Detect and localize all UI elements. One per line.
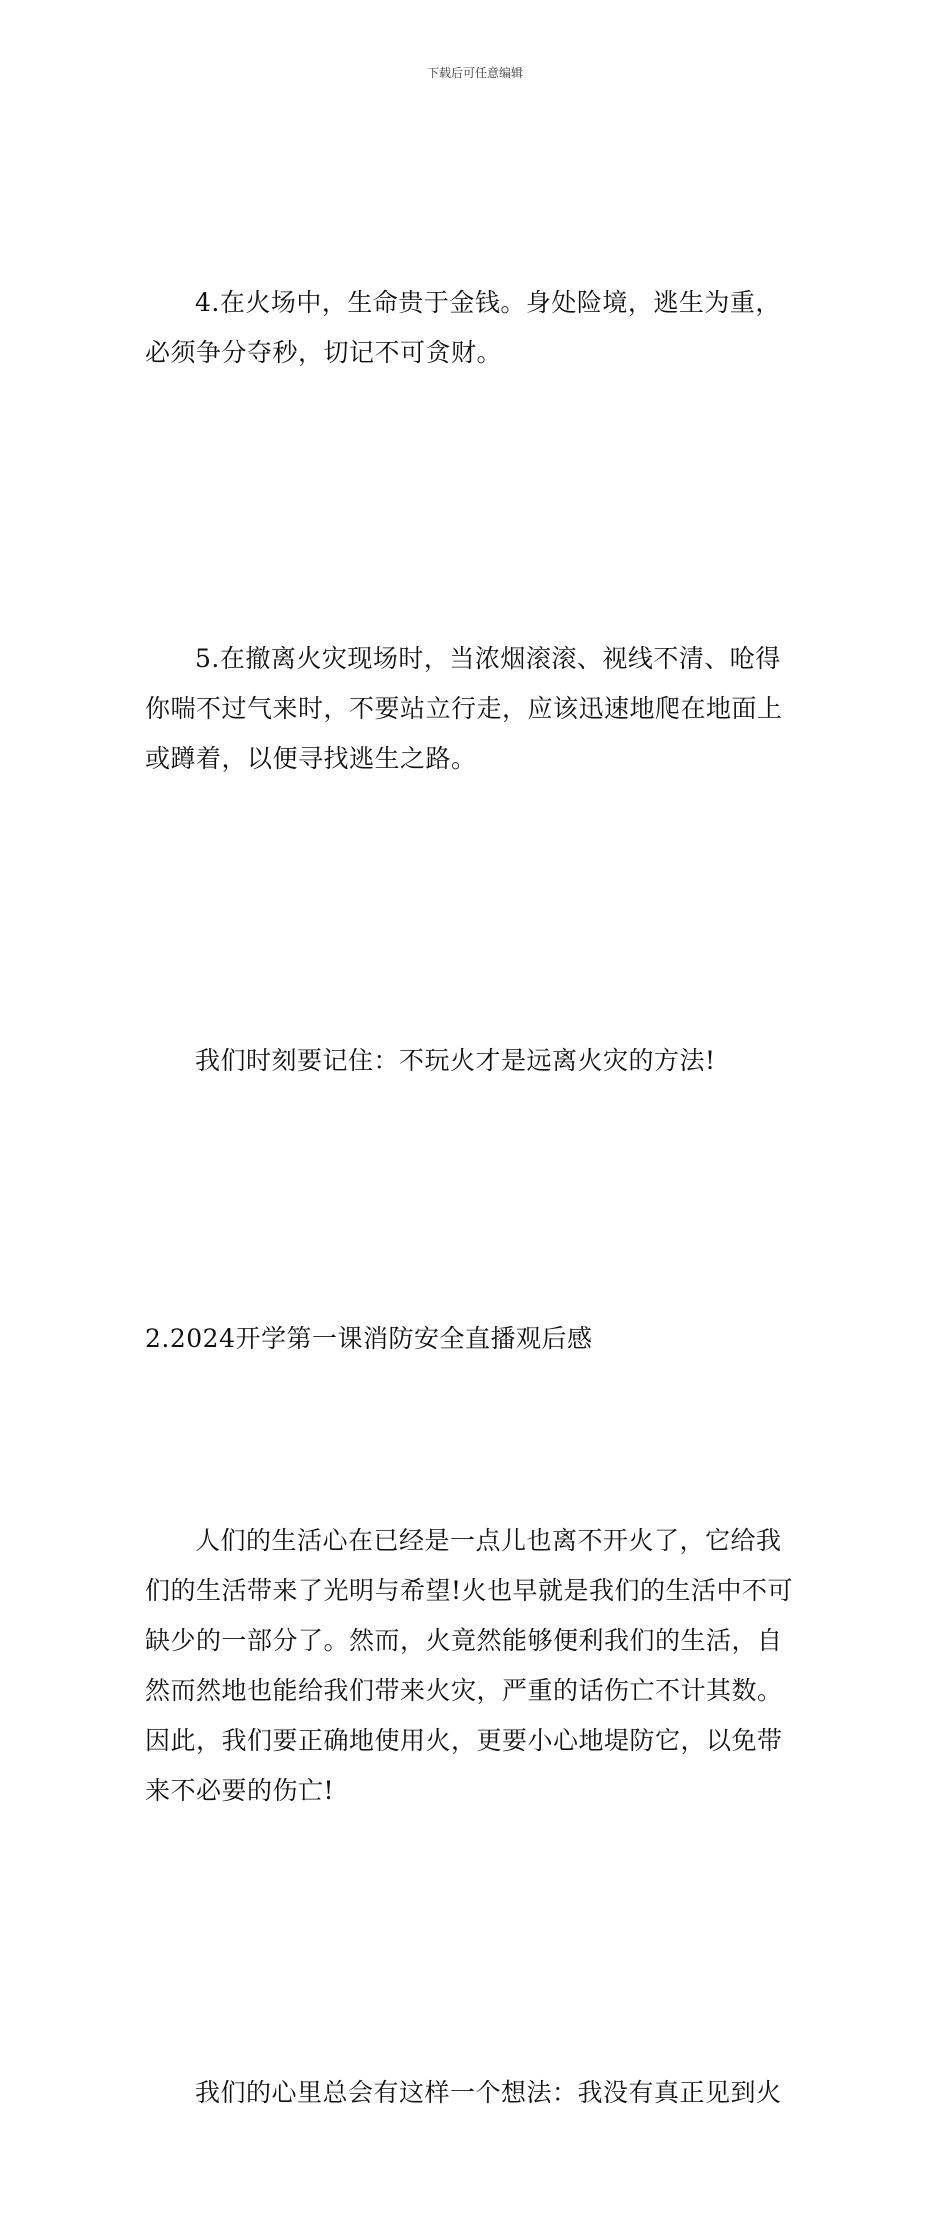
paragraph-spacer (145, 1916, 810, 1968)
text-line: 来不必要的伤亡! (145, 1776, 335, 1805)
paragraph-5 (145, 534, 810, 884)
section-paragraph-1 (145, 1416, 810, 1916)
text-line: 4.在火场中，生命贵于金钱。身处险境，逃生为重， (195, 288, 781, 317)
section-heading: 2.2024开学第一课消防安全直播观后感 (145, 1324, 593, 1353)
paragraph-spacer (145, 478, 810, 534)
text-line: 必须争分夺秒，切记不可贪财。 (145, 338, 503, 367)
paragraph-4 (145, 178, 810, 478)
document-body (145, 178, 810, 2218)
text-line: 人们的生活心在已经是一点儿也离不开火了，它给我 (195, 1526, 782, 1555)
text-line: 你喘不过气来时，不要站立行走，应该迅速地爬在地面上 (145, 694, 783, 723)
paragraph-spacer (145, 1364, 810, 1416)
text-line: 我们时刻要记住：不玩火才是远离火灾的方法! (195, 1046, 716, 1075)
text-line: 然而然地也能给我们带来火灾，严重的话伤亡不计其数。 (145, 1676, 783, 1705)
paragraph-spacer (145, 884, 810, 936)
paragraph-remember (145, 936, 810, 1186)
text-line: 5.在撤离火灾现场时，当浓烟滚滚、视线不清、呛得 (195, 644, 781, 673)
section-spacer (145, 1186, 810, 1314)
text-line: 或蹲着，以便寻找逃生之路。 (145, 744, 477, 773)
section-paragraph-2 (145, 1968, 810, 2218)
page-header: 下载后可任意编辑 (426, 66, 523, 80)
text-line: 缺少的一部分了。然而，火竟然能够便利我们的生活，自 (145, 1626, 783, 1655)
text-line: 我们的心里总会有这样一个想法：我没有真正见到火 (195, 2078, 782, 2107)
text-line: 们的生活带来了光明与希望!火也早就是我们的生活中不可 (145, 1576, 794, 1605)
text-line: 因此，我们要正确地使用火，更要小心地堤防它，以免带 (145, 1726, 783, 1755)
